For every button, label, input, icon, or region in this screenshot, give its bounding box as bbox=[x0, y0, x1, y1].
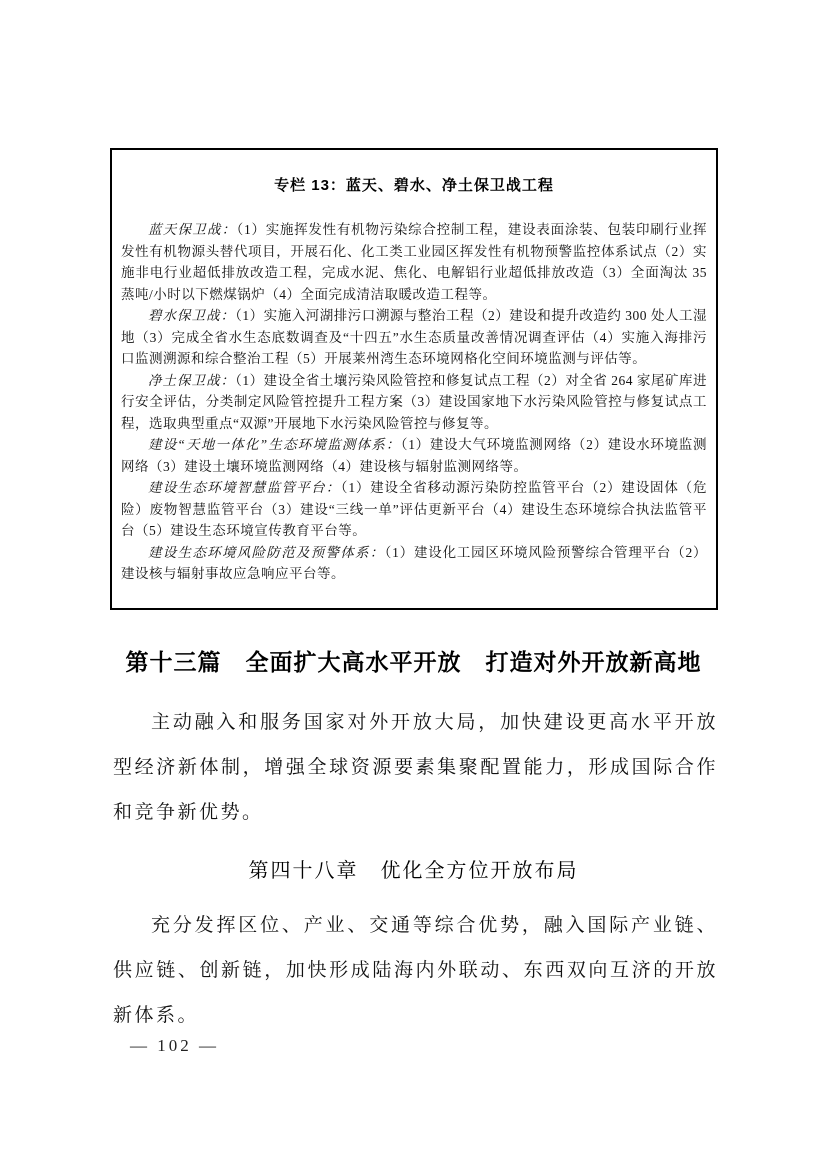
part-heading: 第十三篇 全面扩大高水平开放 打造对外开放新高地 bbox=[125, 650, 702, 675]
box-paragraph-blue-sky bbox=[121, 219, 707, 305]
box-paragraph-clear-water bbox=[121, 305, 707, 370]
paragraph-body: （1）实施入河湖排污口溯源与整治工程（2）建设和提升改造约 300 处人工湿地（3）完成全省水生态底数调查及“十四五”水生态质量改善情况调查评估（4）实施入海排污口监测溯源和综合整治工程（5）开展莱州湾生态环境网格化空间环境监测与评估等。 bbox=[121, 308, 708, 366]
page-number: — 102 — bbox=[130, 1036, 219, 1055]
paragraph-lead: 建设生态环境智慧监管平台： bbox=[148, 480, 341, 495]
box-paragraph-monitoring-system bbox=[121, 434, 707, 477]
paragraph-body: （1）实施挥发性有机物污染综合控制工程，建设表面涂装、包装印刷行业挥发性有机物源头替代项目，开展石化、化工类工业园区挥发性有机物预警监控体系试点（2）实施非电行业超低排放改造工程，完成水泥、焦化、电解铝行业超低排放改造（3）全面淘汰 35 蒸吨/小时以下燃煤锅炉（4）全面完成清洁取暖改造工程等。 bbox=[121, 222, 708, 302]
chapter-heading: 第四十八章 优化全方位开放布局 bbox=[248, 860, 579, 882]
box-paragraph-risk-warning bbox=[121, 542, 707, 585]
paragraph-body: （1）建设大气环境监测网络（2）建设水环境监测网络（3）建设土壤环境监测网络（4）建设核与辐射监测网络等。 bbox=[121, 437, 708, 474]
box-paragraph-clean-soil bbox=[121, 370, 707, 435]
paragraph-body: （1）建设全省移动源污染防控监管平台（2）建设固体（危险）废物智慧监管平台（3）建设“三线一单”评估更新平台（4）建设生态环境综合执法监管平台（5）建设生态环境宣传教育平台等。 bbox=[121, 480, 707, 538]
box-paragraph-smart-platform bbox=[121, 477, 707, 542]
paragraph-lead: 建设生态环境风险防范及预警体系： bbox=[148, 544, 385, 560]
paragraph-lead: 建设“天地一体化”生态环境监测体系： bbox=[148, 437, 401, 452]
paragraph-body: （1）建设化工园区环境风险预警综合管理平台（2）建设核与辐射事故应急响应平台等。 bbox=[121, 544, 708, 581]
part-intro-paragraph: 主动融入和服务国家对外开放大局，加快建设更高水平开放型经济新体制，增强全球资源要素集聚配置能力，形成国际合作和竞争新优势。 bbox=[113, 712, 718, 823]
paragraph-lead: 碧水保卫战： bbox=[148, 308, 236, 323]
column-box-13 bbox=[110, 148, 718, 610]
paragraph-lead: 净土保卫战： bbox=[148, 372, 236, 388]
paragraph-lead: 蓝天保卫战： bbox=[148, 222, 237, 237]
paragraph-body: （1）建设全省土壤污染风险管控和修复试点工程（2）对全省 264 家尾矿库进行安全评估，分类制定风险管控提升工程方案（3）建设国家地下水污染风险管控与修复试点工程，选取典型重点“双源”开展地下水污染风险管控与修复等。 bbox=[121, 372, 708, 431]
chapter-intro-paragraph: 充分发挥区位、产业、交通等综合优势，融入国际产业链、供应链、创新链，加快形成陆海内外联动、东西双向互济的开放新体系。 bbox=[113, 915, 718, 1026]
column-box-title: 专栏 13：蓝天、碧水、净土保卫战工程 bbox=[274, 177, 554, 194]
